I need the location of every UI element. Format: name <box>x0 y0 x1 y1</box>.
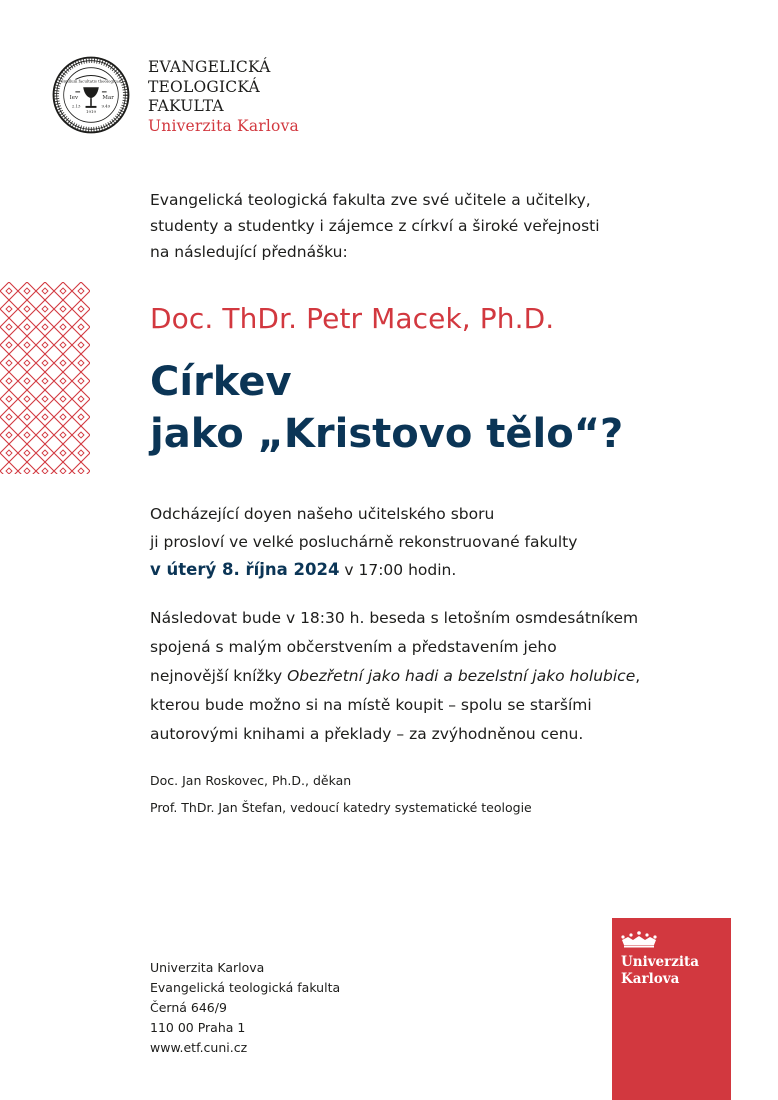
lecture-title-line-2: jako „Kristovo tělo“? <box>150 411 624 457</box>
followup-line-2: spojená s malým občerstvením a představením jeho <box>150 638 557 656</box>
address-line: Evangelická teologická fakulta <box>150 980 341 995</box>
address-line: Univerzita Karlova <box>150 960 265 975</box>
signature-department-head: Prof. ThDr. Jan Štefan, vedoucí katedry systematické teologie <box>150 800 532 815</box>
speaker-name: Doc. ThDr. Petr Macek, Ph.D. <box>150 302 555 335</box>
logo-text-line-2: Karlova <box>621 971 680 987</box>
seal-year: 1919 <box>86 108 96 114</box>
faculty-name <box>148 58 299 136</box>
faculty-name-line-1: EVANGELICKÁ <box>148 58 271 76</box>
address-block <box>150 958 340 1058</box>
university-logo-block <box>612 918 731 1100</box>
university-name: Univerzita Karlova <box>148 116 299 135</box>
followup-line-4: kterou bude možno si na místě koupit – spolu se staršími <box>150 696 592 714</box>
followup-line-5: autorovými knihami a překlady – za zvýhodněnou cenu. <box>150 725 584 743</box>
address-line: 110 00 Praha 1 <box>150 1020 246 1035</box>
intro-line: studenty a studentky i zájemce z církví a široké veřejnosti <box>150 217 600 235</box>
address-line: Černá 646/9 <box>150 1000 227 1015</box>
followup-line-3-suffix: , <box>635 667 641 685</box>
seal-left-text: Iev <box>69 94 79 101</box>
website-link[interactable]: www.etf.cuni.cz <box>150 1040 248 1055</box>
followup-paragraph <box>150 604 730 749</box>
lecture-title-line-1: Církev <box>150 359 292 405</box>
faculty-name-line-2: TEOLOGICKÁ <box>148 77 260 96</box>
lecture-details <box>150 500 710 584</box>
invitation-intro <box>150 187 710 265</box>
university-logo-text <box>621 954 699 988</box>
lecture-date: v úterý 8. října 2024 <box>150 560 340 579</box>
details-line-2: ji prosloví ve velké posluchárně rekonstruované fakulty <box>150 533 578 551</box>
seal-left-ref: 2.13 <box>71 103 81 109</box>
logo-text-line-1: Univerzita <box>621 954 700 970</box>
lecture-title <box>150 356 623 460</box>
signature-dean: Doc. Jan Roskovec, Ph.D., děkan <box>150 773 352 788</box>
details-date-line <box>150 556 710 584</box>
book-title: Obezřetní jako hadi a bezelstní jako holubice <box>287 667 636 685</box>
faculty-seal-icon <box>52 56 130 134</box>
intro-line: na následující přednášku: <box>150 243 348 261</box>
seal-right-ref: 9.49 <box>101 103 111 109</box>
details-line-1: Odcházející doyen našeho učitelského sboru <box>150 505 495 523</box>
signatures <box>150 767 730 821</box>
followup-line-3 <box>150 662 730 691</box>
decorative-lattice-pattern <box>0 282 90 474</box>
followup-line-1: Následovat bude v 18:30 h. beseda s letošním osmdesátníkem <box>150 609 639 627</box>
crown-icon <box>620 930 658 948</box>
faculty-name-line-3: FAKULTA <box>148 97 224 115</box>
lecture-time: v 17:00 hodin. <box>339 561 457 579</box>
seal-inscription: Sigillum facultatis theologicae <box>60 78 122 84</box>
seal-right-text: Mar <box>102 94 114 101</box>
followup-line-3-prefix: nejnovější knížky <box>150 667 288 685</box>
intro-line: Evangelická teologická fakulta zve své učitele a učitelky, <box>150 191 591 209</box>
